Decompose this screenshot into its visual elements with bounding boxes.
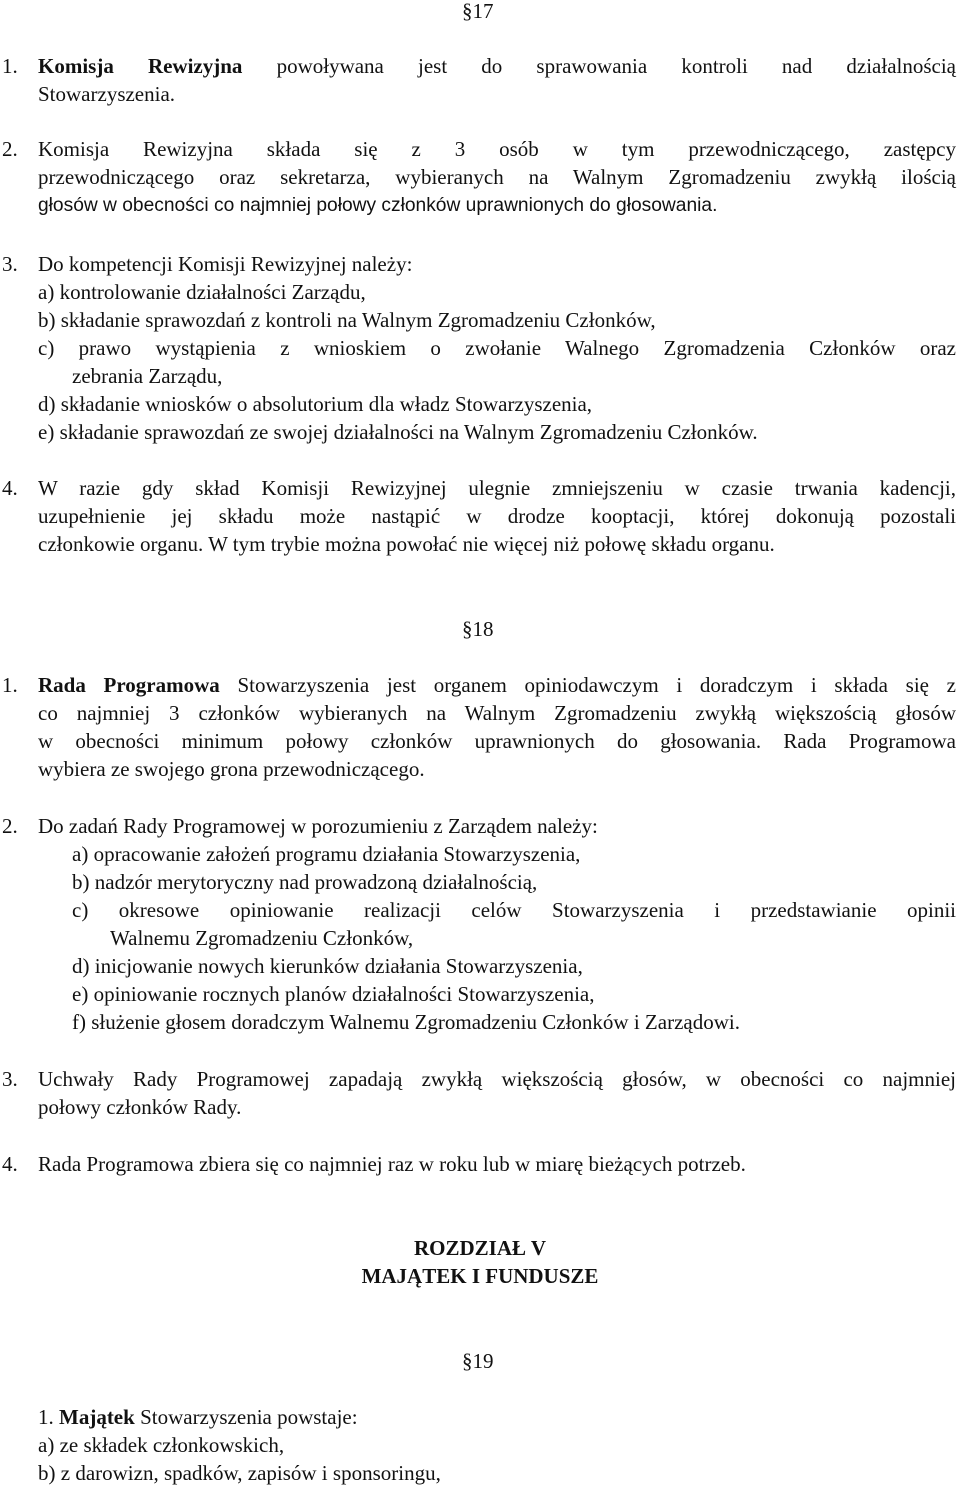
s19-item-1-line-1-text: Stowarzyszenia powstaje:: [140, 1405, 358, 1429]
s19-item-1-bold-term: Majątek: [59, 1405, 135, 1429]
s18-item-1-bold-term: Rada Programowa: [38, 673, 220, 697]
s18-item-2-point-b: b) nadzór merytoryczny nad prowadzoną działalnością,: [72, 870, 538, 894]
s17-item-1-line-2: Stowarzyszenia.: [38, 82, 176, 106]
s19-item-1-point-a: a) ze składek członkowskich,: [38, 1433, 285, 1457]
section-19-heading: §19: [462, 1349, 494, 1373]
s17-item-4-number: 4.: [2, 476, 18, 500]
s18-item-2-point-a: a) opracowanie założeń programu działania Stowarzyszenia,: [72, 842, 581, 866]
s18-item-3-number: 3.: [2, 1067, 18, 1091]
s18-item-2-line-1: Do zadań Rady Programowej w porozumieniu z Zarządem należy:: [38, 814, 598, 838]
s18-item-3-line-1: Uchwały Rady Programowej zapadają zwykłą większością głosów, w obecności co najmniej: [38, 1067, 956, 1091]
s17-item-3-point-c-line-2: zebrania Zarządu,: [72, 364, 223, 388]
section-17-heading: §17: [462, 0, 494, 23]
s18-item-1-line-1-text: Stowarzyszenia jest organem opiniodawczym i doradczym i składa się z: [237, 673, 957, 697]
s17-item-3-point-e: e) składanie sprawozdań ze swojej działalności na Walnym Zgromadzeniu Członków.: [38, 420, 758, 444]
s18-item-4-line-1: Rada Programowa zbiera się co najmniej raz w roku lub w miarę bieżących potrzeb.: [38, 1152, 746, 1176]
s19-item-1-number: 1.: [38, 1405, 54, 1429]
s18-item-1-number: 1.: [2, 673, 18, 697]
s17-item-4-line-3: członkowie organu. W tym trybie można powołać nie więcej niż połowę składu organu.: [38, 532, 775, 556]
s18-item-2-point-c-line-2: Walnemu Zgromadzeniu Członków,: [110, 926, 414, 950]
s18-item-2-point-e: e) opiniowanie rocznych planów działalności Stowarzyszenia,: [72, 982, 595, 1006]
s17-item-1-line-1-text: powoływana jest do sprawowania kontroli nad działalnością: [276, 54, 956, 78]
s17-item-3-line-1: Do kompetencji Komisji Rewizyjnej należy:: [38, 252, 413, 276]
s18-item-2-point-f: f) służenie głosem doradczym Walnemu Zgromadzeniu Członków i Zarządowi.: [72, 1010, 740, 1034]
s18-item-1-line-3: w obecności minimum połowy członków uprawnionych do głosowania. Rada Programowa: [38, 729, 956, 753]
s17-item-3-number: 3.: [2, 252, 18, 276]
s18-item-2-point-d: d) inicjowanie nowych kierunków działania Stowarzyszenia,: [72, 954, 583, 978]
s17-item-1-bold-term: Komisja Rewizyjna: [38, 54, 243, 78]
s19-item-1-line-1: [38, 1403, 358, 1431]
chapter-title: ROZDZIAŁ V: [413, 1236, 547, 1260]
s17-item-2-line-3: głosów w obecności co najmniej połowy członków uprawnionych do głosowania.: [38, 195, 718, 216]
s17-item-2-line-1: Komisja Rewizyjna składa się z 3 osób w tym przewodniczącego, zastępcy: [38, 137, 956, 161]
s18-item-3-line-2: połowy członków Rady.: [38, 1095, 242, 1119]
s18-item-1-line-1: [38, 671, 956, 699]
s17-item-3-point-d: d) składanie wniosków o absolutorium dla władz Stowarzyszenia,: [38, 392, 593, 416]
s18-item-1-line-2: co najmniej 3 członków wybieranych na Walnym Zgromadzeniu zwykłą większością głosów: [38, 701, 956, 725]
s17-item-3-point-a: a) kontrolowanie działalności Zarządu,: [38, 280, 366, 304]
s17-item-4-line-2: uzupełnienie jej składu może nastąpić w drodze kooptacji, której dokonują pozostali: [38, 504, 956, 528]
s17-item-3-point-b: b) składanie sprawozdań z kontroli na Walnym Zgromadzeniu Członków,: [38, 308, 656, 332]
s18-item-2-number: 2.: [2, 814, 18, 838]
s18-item-2-point-c-line-1: c) okresowe opiniowanie realizacji celów Stowarzyszenia i przedstawianie opinii: [72, 898, 956, 922]
s17-item-1-number: 1.: [2, 54, 18, 78]
section-18-heading: §18: [462, 617, 494, 641]
s17-item-2-number: 2.: [2, 137, 18, 161]
s18-item-1-line-4: wybiera ze swojego grona przewodniczącego.: [38, 757, 425, 781]
s17-item-4-line-1: W razie gdy skład Komisji Rewizyjnej ulegnie zmniejszeniu w czasie trwania kadencji,: [38, 476, 956, 500]
s18-item-4-number: 4.: [2, 1152, 18, 1176]
s17-item-3-point-c-line-1: c) prawo wystąpienia z wnioskiem o zwołanie Walnego Zgromadzenia Członków oraz: [38, 336, 956, 360]
s17-item-2-line-2: przewodniczącego oraz sekretarza, wybieranych na Walnym Zgromadzeniu zwykłą ilością: [38, 165, 956, 189]
s17-item-1-line-1: [38, 52, 956, 80]
chapter-subtitle: MAJĄTEK I FUNDUSZE: [361, 1264, 599, 1288]
s19-item-1-point-b: b) z darowizn, spadków, zapisów i sponsoringu,: [38, 1461, 441, 1485]
